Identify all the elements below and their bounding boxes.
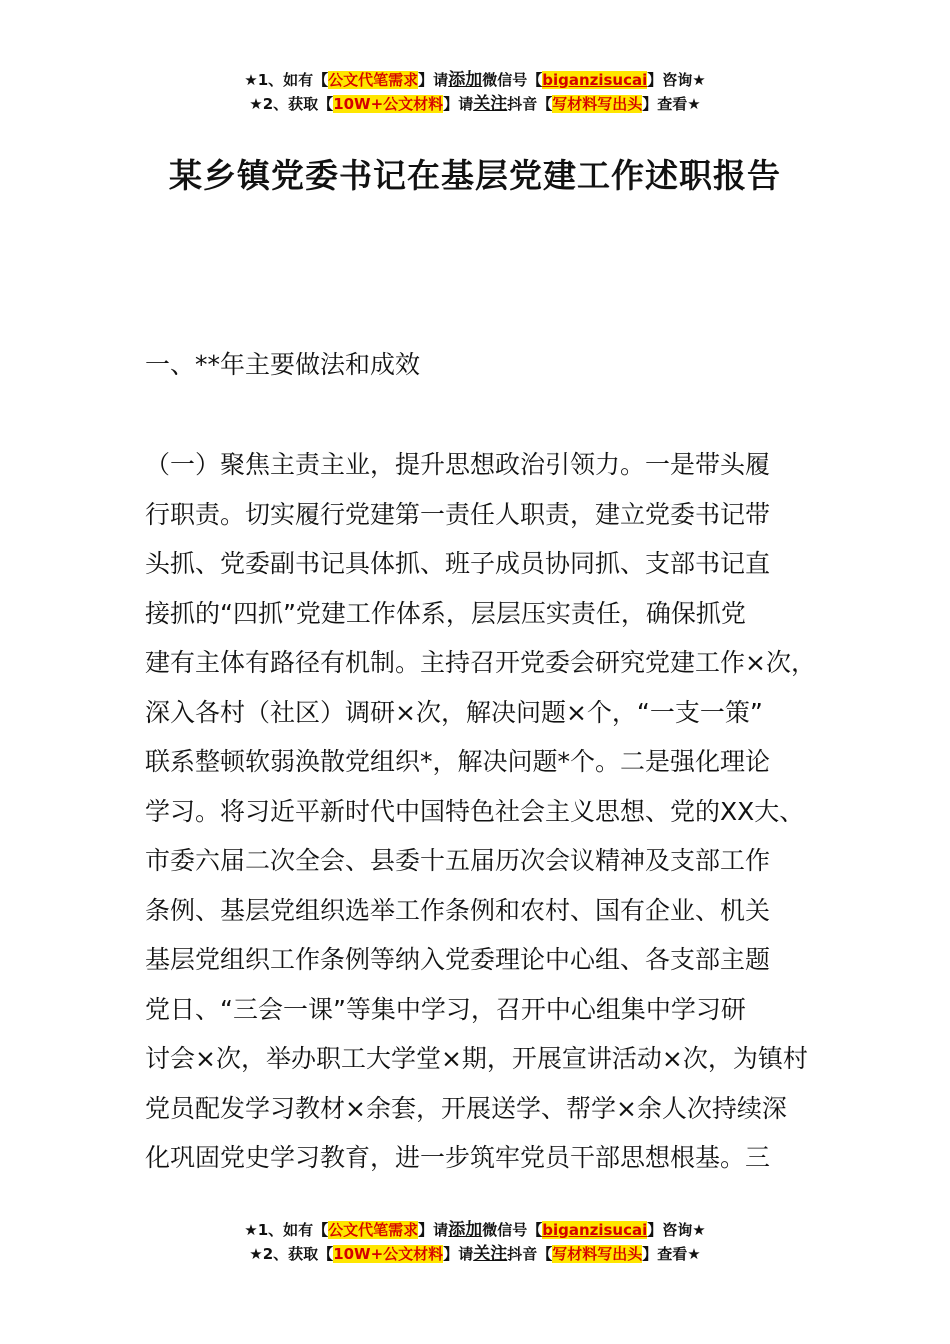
banner-text: 】查看★ <box>642 95 701 113</box>
banner-text: ★2、获取【 <box>249 1245 334 1263</box>
text-line: 深入各村（社区）调研×次，解决问题×个，“一支一策” <box>145 697 763 727</box>
banner-highlight: 公文代笔需求 <box>328 71 419 89</box>
banner-text: ★1、如有【 <box>244 71 329 89</box>
text-line: 接抓的“四抓”党建工作体系，层层压实责任，确保抓党 <box>145 598 746 628</box>
text-line: 建有主体有路径有机制。主持召开党委会研究党建工作×次， <box>145 648 816 677</box>
banner-text: 】查看★ <box>642 1245 701 1263</box>
douyin-highlight: 写材料写出头 <box>552 95 643 113</box>
banner-text: 】咨询★ <box>647 71 706 89</box>
text-line: 化巩固党史学习教育，进一步筑牢党员干部思想根基。三 <box>145 1143 771 1172</box>
banner-line-1 <box>0 68 950 92</box>
document-title: 某乡镇党委书记在基层党建工作述职报告 <box>169 156 781 195</box>
text-line: 行职责。切实履行党建第一责任人职责，建立党委书记带 <box>145 499 771 529</box>
banner-text: 】请 <box>418 71 449 89</box>
banner-text: 抖音【 <box>507 1245 553 1263</box>
banner-highlight: 10W+公文材料 <box>333 95 444 113</box>
text-line: 基层党组织工作条例等纳入党委理论中心组、各支部主题 <box>145 945 771 974</box>
section-heading: 一、**年主要做法和成效 <box>145 350 421 379</box>
banner-text: 】咨询★ <box>647 1221 706 1239</box>
banner-line-2 <box>0 92 950 116</box>
banner-underlined: 关注 <box>473 94 508 114</box>
banner-highlight: 公文代笔需求 <box>328 1221 419 1239</box>
banner-text: ★2、获取【 <box>249 95 334 113</box>
text-line: 学习。将习近平新时代中国特色社会主义思想、党的XX大、 <box>145 796 805 826</box>
banner-highlight: 10W+公文材料 <box>333 1245 444 1263</box>
banner-underlined: 添加 <box>448 1220 483 1240</box>
text-line: 讨会×次，举办职工大学堂×期，开展宣讲活动×次，为镇村 <box>145 1044 808 1073</box>
douyin-highlight: 写材料写出头 <box>552 1245 643 1263</box>
banner-text: 微信号【 <box>482 71 543 89</box>
wechat-id-highlight: biganzisucai <box>542 1221 648 1239</box>
header-banner <box>0 68 950 116</box>
banner-text: 】请 <box>418 1221 449 1239</box>
text-line: 条例、基层党组织选举工作条例和农村、国有企业、机关 <box>145 895 771 925</box>
body-paragraph <box>145 440 835 1183</box>
text-line: 联系整顿软弱涣散党组织*，解决问题*个。二是强化理论 <box>145 747 771 776</box>
banner-text: 抖音【 <box>507 95 553 113</box>
banner-line-2 <box>0 1242 950 1266</box>
text-line: 头抓、党委副书记具体抓、班子成员协同抓、支部书记直 <box>145 549 771 578</box>
banner-underlined: 添加 <box>448 70 483 90</box>
banner-underlined: 关注 <box>473 1244 508 1264</box>
footer-banner <box>0 1218 950 1266</box>
text-line: 市委六届二次全会、县委十五届历次会议精神及支部工作 <box>145 846 771 875</box>
text-line: （一）聚焦主责主业，提升思想政治引领力。一是带头履 <box>145 450 771 479</box>
text-line: 党员配发学习教材×余套，开展送学、帮学×余人次持续深 <box>145 1093 787 1123</box>
banner-text: 】请 <box>443 95 474 113</box>
banner-text: 微信号【 <box>482 1221 543 1239</box>
banner-line-1 <box>0 1218 950 1242</box>
text-line: 党日、“三会一课”等集中学习，召开中心组集中学习研 <box>145 994 746 1024</box>
wechat-id-highlight: biganzisucai <box>542 71 648 89</box>
banner-text: 】请 <box>443 1245 474 1263</box>
banner-text: ★1、如有【 <box>244 1221 329 1239</box>
